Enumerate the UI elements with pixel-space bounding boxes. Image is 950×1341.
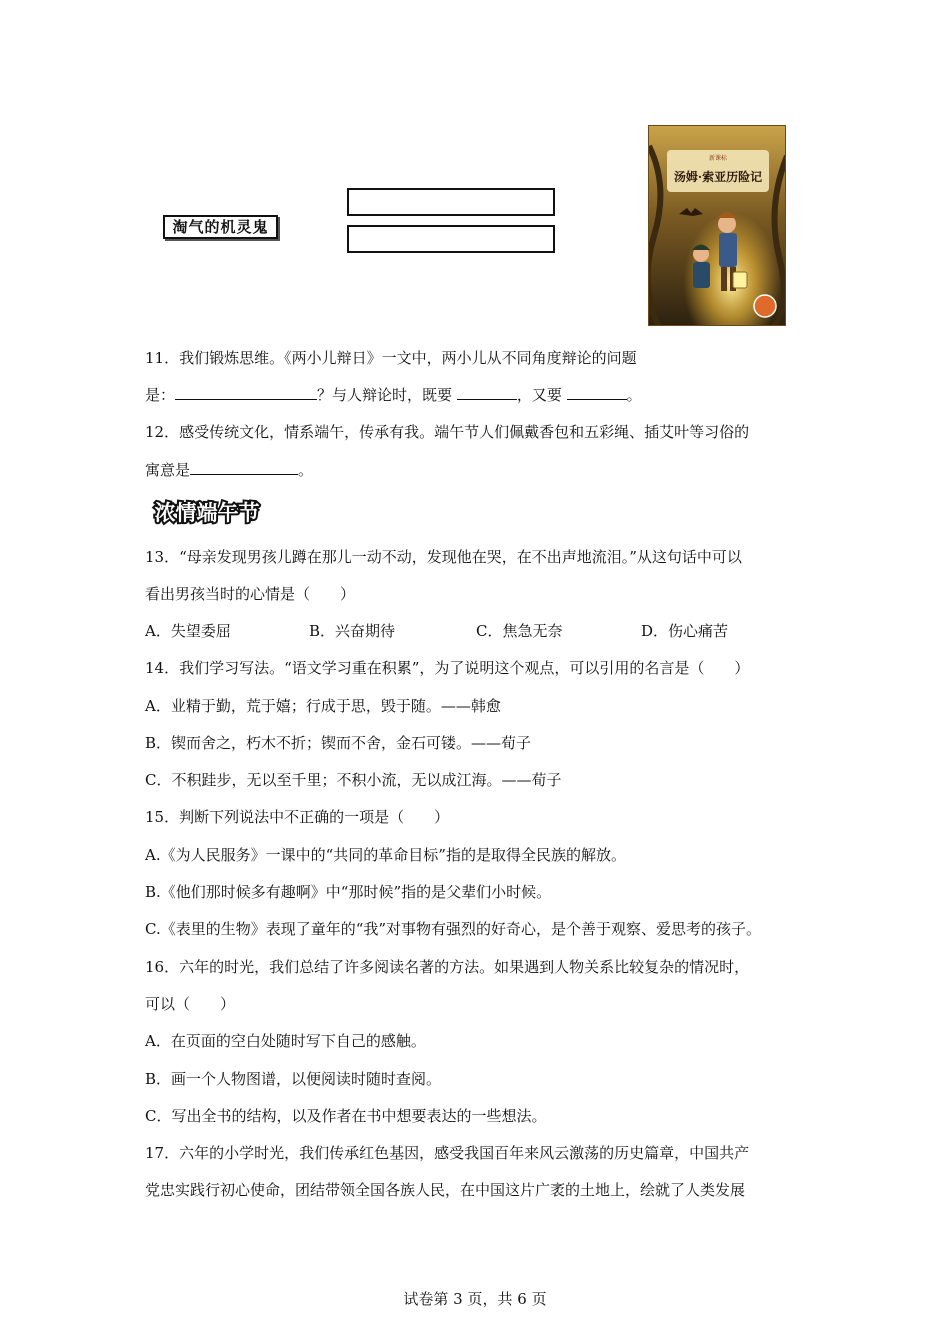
q11-text-c: ，又要	[516, 386, 562, 404]
q17-line1: 17．六年的小学时光，我们传承红色基因，感受我国百年来风云激荡的历史篇章，中国共产	[145, 1144, 750, 1162]
q14-option-b[interactable]: B．锲而舍之，朽木不折；锲而不舍，金石可镂。——荀子	[145, 734, 532, 752]
q15-line1: 15．判断下列说法中不正确的一项是（ ）	[145, 808, 450, 826]
q12-text-a: 寓意是	[145, 461, 191, 479]
q11-text-a: 是：	[145, 386, 176, 404]
banner-text: 浓情端午节	[154, 500, 260, 525]
q14-option-c[interactable]: C．不积跬步，无以至千里；不积小流，无以成江海。——荀子	[145, 771, 562, 789]
q11-line1: 11．我们锻炼思维。《两小儿辩日》一文中，两小儿从不同角度辩论的问题	[145, 349, 637, 367]
page-footer: 试卷第 3 页，共 6 页	[403, 1290, 547, 1308]
q13-option-c[interactable]: C．焦急无奈	[476, 622, 563, 640]
q15-option-a[interactable]: A.《为人民服务》一课中的“共同的革命目标”指的是取得全民族的解放。	[145, 846, 626, 864]
character-label: 淘气的机灵鬼	[163, 215, 278, 239]
q16-option-c[interactable]: C．写出全书的结构，以及作者在书中想要表达的一些想法。	[145, 1107, 547, 1125]
cover-series: 新课标	[708, 155, 728, 162]
q11-blank-1[interactable]	[175, 382, 317, 400]
q11-text-d: 。	[626, 386, 642, 404]
q13-option-d[interactable]: D．伤心痛苦	[641, 622, 729, 640]
q12-line2	[145, 457, 825, 483]
answer-box-1[interactable]	[347, 188, 555, 216]
dragon-boat-banner	[145, 496, 269, 528]
q16-option-a[interactable]: A．在页面的空白处随时写下自己的感触。	[145, 1032, 426, 1050]
q16-line1: 16．六年的时光，我们总结了许多阅读名著的方法。如果遇到人物关系比较复杂的情况时，	[145, 958, 750, 976]
q11-line2	[145, 382, 825, 408]
q11-blank-2[interactable]	[457, 382, 517, 400]
q16-option-b[interactable]: B．画一个人物图谱，以便阅读时随时查阅。	[145, 1070, 442, 1088]
q11-text-b: ？与人辩论时，既要	[317, 386, 453, 404]
q15-option-c[interactable]: C.《表里的生物》表现了童年的“我”对事物有强烈的好奇心，是个善于观察、爱思考的孩子。	[145, 920, 762, 938]
q17-line2: 党忠实践行初心使命，团结带领全国各族人民，在中国这片广袤的土地上，绘就了人类发展	[145, 1181, 746, 1199]
q11-blank-3[interactable]	[567, 382, 627, 400]
q13-line1: 13．“母亲发现男孩儿蹲在那儿一动不动，发现他在哭，在不出声地流泪。”从这句话中可以	[145, 548, 742, 566]
answer-box-2[interactable]	[347, 225, 555, 253]
q13-option-b[interactable]: B．兴奋期待	[309, 622, 396, 640]
q13-line2: 看出男孩当时的心情是（ ）	[145, 585, 356, 603]
q14-line1: 14．我们学习写法。“语文学习重在积累”，为了说明这个观点，可以引用的名言是（ ）	[145, 659, 750, 677]
book-cover-image	[648, 125, 786, 326]
q14-option-a[interactable]: A．业精于勤，荒于嬉；行成于思，毁于随。——韩愈	[145, 697, 501, 715]
q12-text-b: 。	[298, 461, 314, 479]
q16-line2: 可以（ ）	[145, 995, 236, 1013]
q15-option-b[interactable]: B.《他们那时候多有趣啊》中“那时候”指的是父辈们小时候。	[145, 883, 552, 901]
cover-title: 汤姆·索亚历险记	[673, 170, 763, 184]
q13-options	[145, 618, 825, 644]
q12-blank[interactable]	[190, 457, 298, 475]
q13-option-a[interactable]: A．失望委屈	[145, 622, 231, 640]
q12-line1: 12．感受传统文化，情系端午，传承有我。端午节人们佩戴香包和五彩绳、插艾叶等习俗的	[145, 423, 750, 441]
